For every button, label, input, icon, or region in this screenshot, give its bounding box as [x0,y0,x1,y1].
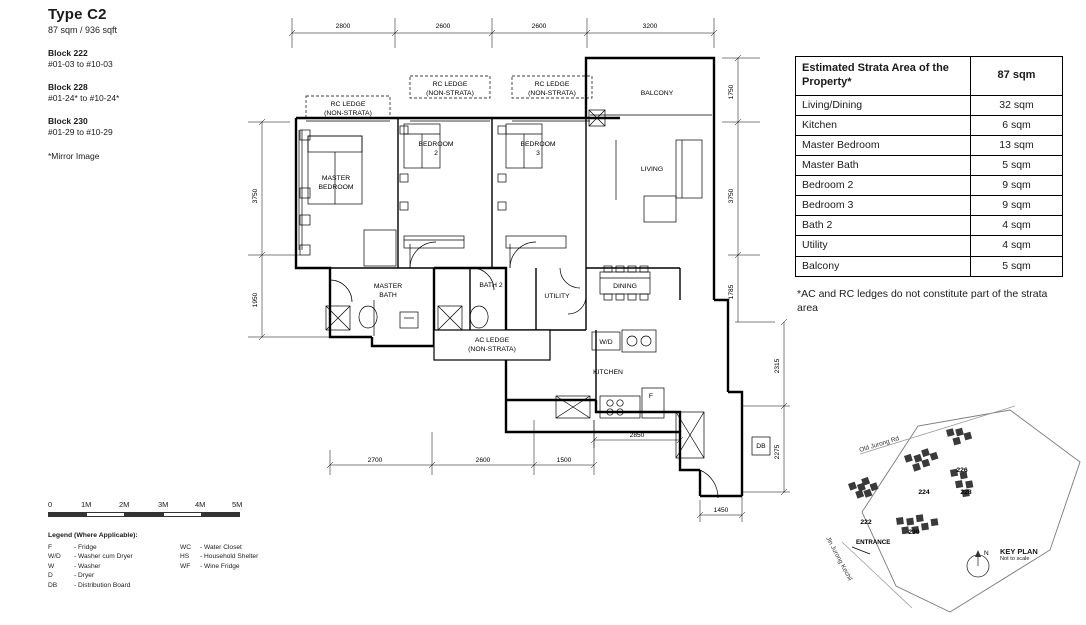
room-area: 4 sqm [971,216,1063,236]
keyplan-block-230: 230 [908,529,920,536]
block-units: #01-24* to #10-24* [48,93,120,103]
room-label-kitchen: KITCHEN [593,369,623,376]
north-arrow-icon [963,545,993,579]
room-label: Bedroom 3 [796,196,971,216]
legend-key: HS [180,553,190,561]
dimension-bottom: 1450 [713,507,729,514]
appliance-label-db: DB [756,443,766,450]
table-row [796,95,1063,115]
dimension-top: 2600 [435,23,451,30]
scale-bar [48,500,258,517]
north-label: N [984,550,989,557]
legend-desc: - Distribution Board [74,582,131,590]
scale-tick-label: 1M [81,500,92,509]
room-label: Kitchen [796,115,971,135]
appliance-label-fridge: F [648,393,654,400]
table-header-row [796,57,1063,96]
road-label-old-jurong-rd: Old Jurong Rd [858,435,901,454]
block-name: Block 222 [48,48,88,58]
room-label-bedroom-2: BEDROOM 2 [418,141,454,157]
table-row [796,196,1063,216]
room-label-master-bedroom: MASTER BEDROOM [318,175,354,191]
dimension-top: 2600 [531,23,547,30]
dimension-bottom: 2600 [475,457,491,464]
legend-row [48,543,258,553]
room-label: Living/Dining [796,95,971,115]
key-plan-subtitle: Not to scale [1000,556,1030,562]
scale-tick-label: 0 [48,500,53,509]
table-row [796,115,1063,135]
room-label: Bedroom 2 [796,176,971,196]
key-plan-caption [1000,547,1038,562]
room-label: Bath 2 [796,216,971,236]
dimension-right: 2275 [774,444,781,460]
legend-desc: - Water Closet [200,543,242,551]
room-area: 6 sqm [971,115,1063,135]
keyplan-block-222: 222 [860,519,872,526]
legend-row [48,552,258,562]
strata-area-table [795,56,1063,277]
scale-tick-label: 5M [232,500,243,509]
block-units: #01-29 to #10-29 [48,127,113,137]
ledge-label-ac: AC LEDGE (NON-STRATA) [468,337,516,353]
legend-row [48,571,258,581]
key-plan-title: KEY PLAN [1000,547,1038,556]
unit-area-subtitle: 87 sqm / 936 sqft [48,25,118,35]
dimension-right: 1785 [728,284,735,300]
ledge-label-rc-2: RC LEDGE (NON-STRATA) [426,81,474,97]
keyplan-entrance-label: ENTRANCE [856,539,891,546]
dimension-bottom: 1500 [556,457,572,464]
dimension-right: 1750 [728,84,735,100]
road-label-jln-jurong-kechil: Jln Jurong Kechil [824,535,854,582]
legend-key: D [48,572,53,580]
scale-tick-label: 2M [119,500,130,509]
room-label-bath-2: BATH 2 [479,282,503,289]
room-label: Master Bath [796,155,971,175]
scale-bar-graphic [48,512,240,517]
legend-row [48,562,258,572]
table-row [796,256,1063,276]
room-area: 5 sqm [971,155,1063,175]
legend-title: Legend (Where Applicable): [48,532,138,539]
scale-tick-label: 3M [158,500,169,509]
page-title: Type C2 [48,6,107,23]
dimension-top: 3200 [642,23,658,30]
block-entry [48,116,248,137]
table-row [796,155,1063,175]
dimension-left: 1950 [252,292,259,308]
keyplan-block-228: 228 [960,489,972,496]
key-plan [800,400,1086,625]
room-label: Utility [796,236,971,256]
strata-note: *AC and RC ledges do not constitute part of the strata area [797,288,1048,314]
block-units: #01-03 to #10-03 [48,59,113,69]
keyplan-block-224: 224 [918,489,930,496]
table-row [796,135,1063,155]
appliance-label-washer-dryer: W/D [599,339,613,346]
ledge-label-rc-1: RC LEDGE (NON-STRATA) [324,101,372,117]
block-name: Block 230 [48,116,88,126]
legend-desc: - Fridge [74,543,97,551]
block-entry [48,82,248,103]
dimension-bottom: 2850 [629,432,645,439]
legend-key: DB [48,582,58,590]
dimension-bottom: 2700 [367,457,383,464]
dimension-top: 2800 [335,23,351,30]
legend-desc: - Household Shelter [200,553,259,561]
room-label-dining: DINING [613,283,637,290]
table-row [796,236,1063,256]
room-area: 9 sqm [971,176,1063,196]
legend-key: W/D [48,553,61,561]
legend-key: WF [180,562,191,570]
room-label: Balcony [796,256,971,276]
room-label-balcony: BALCONY [640,90,674,97]
legend-key: F [48,543,53,551]
legend-desc: - Washer [74,562,101,570]
table-header-value: 87 sqm [971,57,1063,96]
room-area: 9 sqm [971,196,1063,216]
legend-desc: - Wine Fridge [200,562,240,570]
keyplan-block-226: 226 [956,467,968,474]
block-name: Block 228 [48,82,88,92]
legend-desc: - Dryer [74,572,95,580]
dimension-right: 3750 [728,188,735,204]
unit-info-panel [48,6,248,161]
floor-plan-drawing [240,0,800,540]
room-label-master-bath: MASTER BATH [373,283,403,299]
room-label-bedroom-3: BEDROOM 3 [520,141,556,157]
room-area: 32 sqm [971,95,1063,115]
ledge-label-rc-3: RC LEDGE (NON-STRATA) [528,81,576,97]
room-area: 13 sqm [971,135,1063,155]
legend-key: WC [180,543,191,551]
mirror-image-note: *Mirror Image [48,151,100,161]
table-row [796,176,1063,196]
room-label-living: LIVING [640,166,664,173]
dimension-left: 3750 [252,188,259,204]
scale-tick-label: 4M [195,500,206,509]
room-area: 5 sqm [971,256,1063,276]
dimension-right: 2315 [774,358,781,374]
legend-desc: - Washer cum Dryer [74,553,133,561]
legend-row [48,581,258,591]
table-row [796,216,1063,236]
room-area: 4 sqm [971,236,1063,256]
legend-key: W [48,562,55,570]
room-label-utility: UTILITY [544,293,570,300]
block-entry [48,48,248,69]
table-header-label: Estimated Strata Area of the Property* [796,57,971,96]
room-label: Master Bedroom [796,135,971,155]
